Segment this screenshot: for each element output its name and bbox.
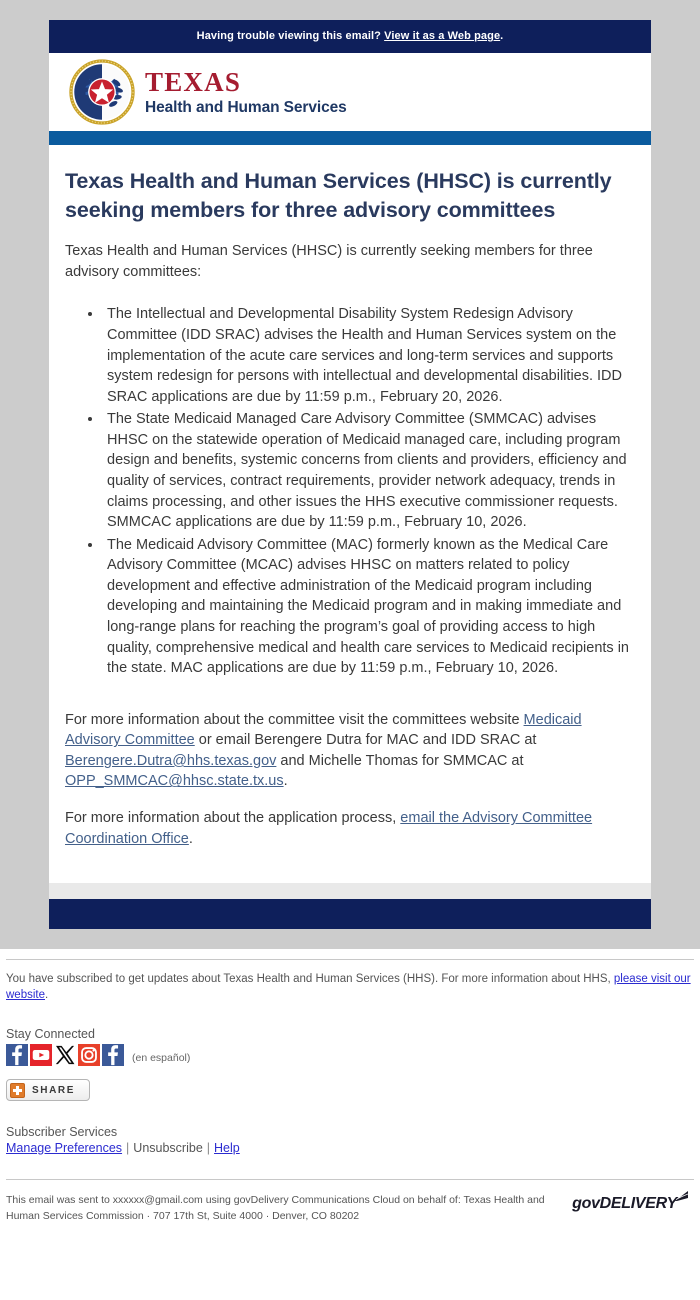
view-as-web-page-bar (49, 20, 651, 53)
link-separator-2: | (206, 1140, 211, 1155)
link-separator-1: | (126, 1140, 130, 1155)
footer-disclaimer: This email was sent to xxxxxx@gmail.com using govDelivery Communications Cloud on behalf of: Texas Health and Human Services Commission · 707 17th St, Suite 4000 · Denver, CO 80202 (6, 1193, 545, 1222)
contact-text-1: For more information about the committee visit the committees website (65, 711, 524, 728)
contact-info-block (65, 710, 635, 849)
govdelivery-footer (0, 959, 700, 1224)
govdelivery-logo-text: govDELIVERY (572, 1194, 677, 1212)
application-text-2: . (188, 830, 193, 847)
application-text-1: For more information about the application process, (65, 810, 401, 827)
contact-text-2: or email Berengere Dutra for MAC and IDD SRAC at (194, 732, 537, 749)
smmcac-email-link[interactable]: OPP_SMMCAC@hhsc.state.tx.us (65, 773, 284, 790)
govdelivery-logo (572, 1193, 694, 1213)
share-button[interactable] (6, 1079, 90, 1101)
visit-our-website-link[interactable]: please visit our website (6, 973, 691, 1001)
espanol-note: (en español) (132, 1052, 191, 1065)
trouble-bar-text-after: . (500, 30, 504, 42)
social-links-row (6, 1044, 694, 1066)
logo-texas-label: TEXAS (145, 66, 242, 97)
share-button-label: SHARE (32, 1084, 76, 1096)
email-card (49, 20, 651, 929)
accent-bar (49, 131, 651, 145)
facebook-espanol-icon[interactable] (102, 1044, 124, 1066)
youtube-icon[interactable] (30, 1044, 52, 1066)
subscription-note (6, 960, 694, 1003)
contact-text-4: . (283, 773, 288, 790)
contact-text-3: and Michelle Thomas for SMMCAC at (276, 752, 524, 769)
application-paragraph (65, 808, 635, 849)
manage-preferences-link[interactable]: Manage Preferences (6, 1140, 123, 1155)
subscriber-services-label: Subscriber Services (6, 1124, 118, 1139)
list-item: • The Intellectual and Developmental Disability System Redesign Advisory Committee (IDD SRAC) advises the Health and Human Services system on the implementation of the acute care services and long-term services and supports system redesign for persons with intellectual and developmental disabilities. IDD SRAC applications are due by 11:59 p.m., February 20, 2026. (103, 304, 635, 407)
facebook-icon[interactable] (6, 1044, 28, 1066)
email-logo-band (49, 53, 651, 131)
card-navy-band (49, 899, 651, 929)
help-link[interactable]: Help (214, 1140, 240, 1155)
card-bottom-spacer (49, 865, 651, 883)
logo-hhs-label: Health and Human Services (145, 98, 347, 116)
texas-hhs-seal-icon (69, 59, 135, 125)
footer-bottom-row (6, 1180, 694, 1225)
unsubscribe-link[interactable]: Unsubscribe (133, 1140, 203, 1155)
view-as-web-page-link[interactable]: View it as a Web page (384, 30, 501, 42)
subscriber-links-row (6, 1139, 694, 1155)
committee-list (65, 304, 635, 678)
medicaid-advisory-committee-link[interactable]: Medicaid Advisory Committee (65, 711, 582, 749)
list-item: • The Medicaid Advisory Committee (MAC) formerly known as the Medical Care Advisory Committee (MCAC) advises HHSC on matters related to policy development and effective administration of the Medicaid program including developing and maintaining the Medicaid program and in making immediate and long-range plans for reaching the program’s goal of providing access to high quality, comprehensive medical and health care services to Medicaid recipients in the state. MAC applications are due by 11:59 p.m., February 10, 2026. (103, 535, 635, 679)
advisory-committee-coordination-office-link[interactable]: email the Advisory Committee Coordination Office (65, 810, 593, 847)
contact-paragraph (65, 710, 635, 792)
stay-connected-label: Stay Connected (6, 1027, 95, 1042)
intro-paragraph: Texas Health and Human Services (HHSC) is currently seeking members for three advisory committees: (65, 243, 593, 280)
hhs-wordmark (145, 66, 347, 116)
berengere-dutra-email-link[interactable]: Berengere.Dutra@hhs.texas.gov (65, 752, 277, 769)
envelope-icon (675, 1191, 688, 1201)
email-surround-bottom (0, 929, 700, 949)
trouble-bar-text-before: Having trouble viewing this email? (196, 30, 385, 42)
subscription-note-text-2: . (45, 988, 49, 1001)
page-title: Texas Health and Human Services (HHSC) is currently seeking members for three advisory committees (65, 169, 612, 222)
subscription-note-text-1: You have subscribed to get updates about Texas Health and Human Services (HHS). For more information about HHS, (6, 973, 614, 986)
email-content (49, 145, 651, 849)
list-item: • The State Medicaid Managed Care Advisory Committee (SMMCAC) advises HHSC on the statewide operation of Medicaid managed care, including program design and benefits, systemic concerns from clients and providers, efficiency and quality of services, contract requirements, provider network adequacy, trends in claims processing, and other issues the HHS executive commissioner requests. SMMCAC applications are due by 11:59 p.m., February 10, 2026. (103, 409, 635, 532)
instagram-icon[interactable] (78, 1044, 100, 1066)
x-twitter-icon[interactable] (54, 1044, 76, 1066)
card-gray-band (49, 883, 651, 899)
plus-icon (10, 1083, 25, 1098)
